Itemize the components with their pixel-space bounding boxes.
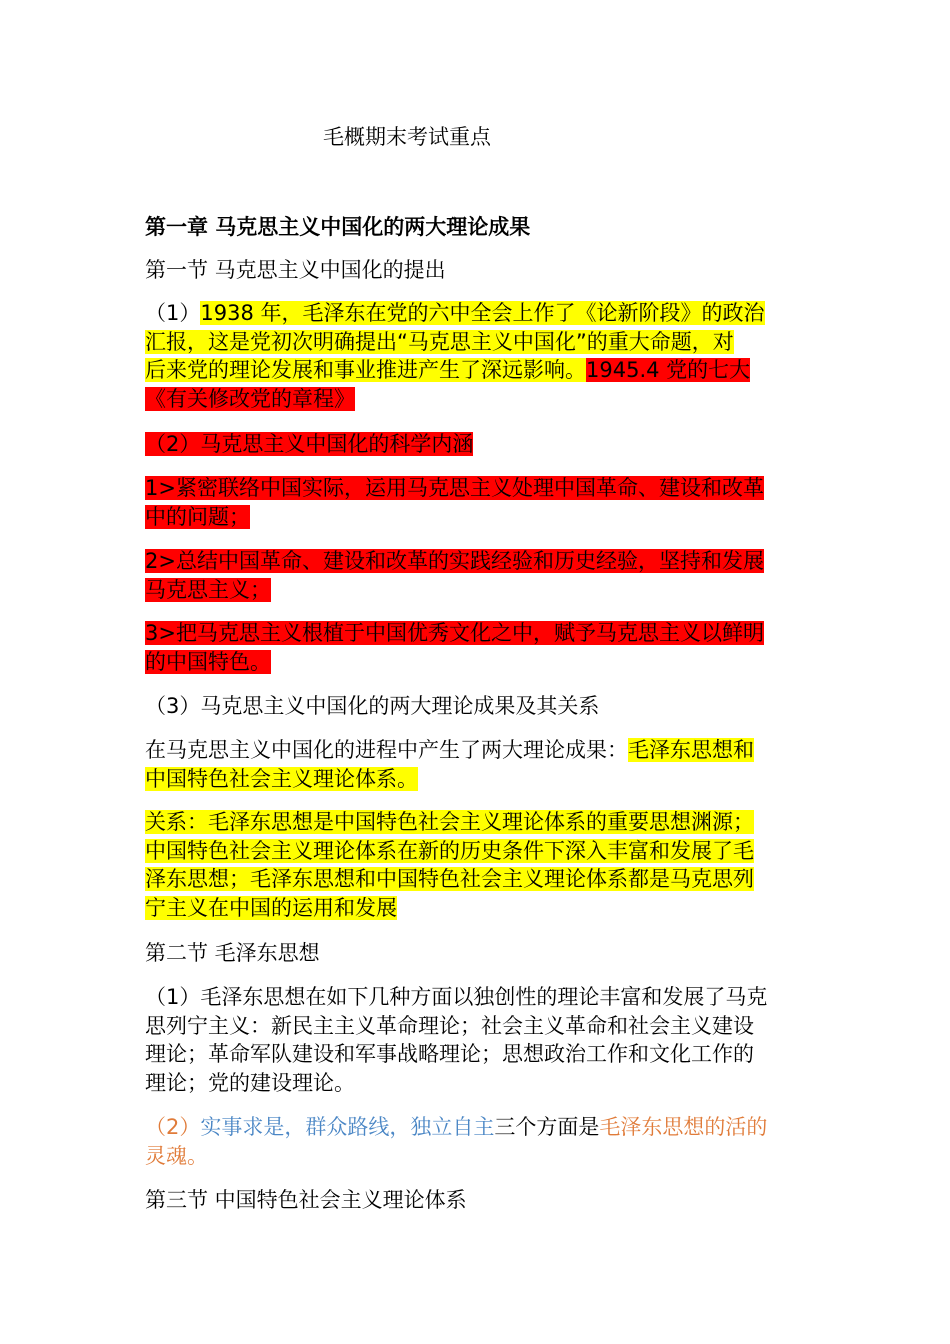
highlighted-text: 1938 年，毛泽东在党的六中全会上作了《论新阶段》的政治 xyxy=(200,301,765,325)
paragraph-line xyxy=(145,837,809,866)
paragraph-two-achievements-heading xyxy=(145,692,809,721)
paragraph-relationship xyxy=(145,808,809,922)
highlighted-text: 关系：毛泽东思想是中国特色社会主义理论体系的重要思想渊源； xyxy=(145,810,754,834)
paragraph-line xyxy=(145,1142,809,1171)
paragraph-1938 xyxy=(145,299,809,413)
red-highlighted-text: 《有关修改党的章程》 xyxy=(145,386,355,411)
red-highlighted-text: 2>总结中国革命、建设和改革的实践经验和历史经验，坚持和发展 xyxy=(145,549,764,573)
document-title: 毛概期末考试重点 xyxy=(323,125,491,149)
paragraph-line: 理论；党的建设理论。 xyxy=(145,1070,355,1095)
orange-text: 灵魂。 xyxy=(145,1143,208,1168)
paragraph-line xyxy=(145,576,809,605)
paragraph-point-2 xyxy=(145,547,809,604)
highlighted-text: 汇报，这是党初次明确提出“马克思主义中国化”的重大命题，对 xyxy=(145,329,734,354)
red-highlighted-text: 3>把马克思主义根植于中国优秀文化之中，赋予马克思主义以鲜明 xyxy=(145,621,764,645)
paragraph-mao-thought-contributions xyxy=(145,983,809,1097)
paragraph-line: （3）马克思主义中国化的两大理论成果及其关系 xyxy=(145,694,600,718)
item-prefix: （1） xyxy=(145,301,201,325)
paragraph-point-1 xyxy=(145,474,809,531)
red-highlighted-text: 1945.4 党的七大 xyxy=(586,358,751,382)
paragraph-line xyxy=(145,808,809,837)
section-heading-2: 第二节 毛泽东思想 xyxy=(145,941,320,965)
plain-text: 三个方面是 xyxy=(494,1115,600,1139)
paragraph-line xyxy=(145,736,809,765)
paragraph-line xyxy=(145,356,809,385)
red-highlighted-text: 1>紧密联络中国实际，运用马克思主义处理中国革命、建设和改革 xyxy=(145,476,764,500)
paragraph-two-achievements xyxy=(145,736,809,793)
paragraph-line xyxy=(145,547,809,576)
paragraph-line: 理论；革命军队建设和军事战略理论；思想政治工作和文化工作的 xyxy=(145,1042,754,1066)
paragraph-point-3 xyxy=(145,619,809,676)
paragraph-line xyxy=(145,765,809,794)
section-heading-3: 第三节 中国特色社会主义理论体系 xyxy=(145,1188,467,1212)
paragraph-line xyxy=(145,474,809,503)
paragraph-line xyxy=(145,648,809,677)
orange-text: （2） xyxy=(145,1115,201,1139)
paragraph-line xyxy=(145,328,809,357)
red-highlighted-text: 中的问题； xyxy=(145,504,250,529)
paragraph-line xyxy=(145,894,809,923)
highlighted-text: 中国特色社会主义理论体系。 xyxy=(145,766,418,791)
paragraph-line xyxy=(145,1113,809,1142)
chapter-heading: 第一章 马克思主义中国化的两大理论成果 xyxy=(145,215,531,239)
red-highlighted-text: 马克思主义； xyxy=(145,577,271,602)
highlighted-text: 毛泽东思想和 xyxy=(628,738,754,762)
plain-text: 在马克思主义中国化的进程中产生了两大理论成果： xyxy=(145,738,628,762)
paragraph-line xyxy=(145,503,809,532)
highlighted-text: 宁主义在中国的运用和发展 xyxy=(145,895,397,920)
blue-text: 实事求是，群众路线，独立自主 xyxy=(200,1115,495,1139)
paragraph-line xyxy=(145,430,809,459)
red-highlighted-text: （2）马克思主义中国化的科学内涵 xyxy=(145,432,474,456)
orange-text: 毛泽东思想的活的 xyxy=(599,1115,768,1139)
paragraph-line xyxy=(145,865,809,894)
section-heading-1: 第一节 马克思主义中国化的提出 xyxy=(145,258,446,282)
paragraph-line: （1）毛泽东思想在如下几种方面以独创性的理论丰富和发展了马克 xyxy=(145,985,768,1009)
paragraph-scientific-connotation xyxy=(145,430,809,459)
paragraph-living-soul xyxy=(145,1113,809,1170)
paragraph-line xyxy=(145,385,809,414)
red-highlighted-text: 的中国特色。 xyxy=(145,649,271,674)
highlighted-text: 泽东思想；毛泽东思想和中国特色社会主义理论体系都是马克思列 xyxy=(145,867,754,891)
paragraph-line: 思列宁主义：新民主主义革命理论；社会主义革命和社会主义建设 xyxy=(145,1013,754,1038)
paragraph-line xyxy=(145,619,809,648)
highlighted-text: 后来党的理论发展和事业推进产生了深远影响。 xyxy=(145,358,586,382)
highlighted-text: 中国特色社会主义理论体系在新的历史条件下深入丰富和发展了毛 xyxy=(145,838,754,863)
paragraph-line xyxy=(145,299,809,328)
